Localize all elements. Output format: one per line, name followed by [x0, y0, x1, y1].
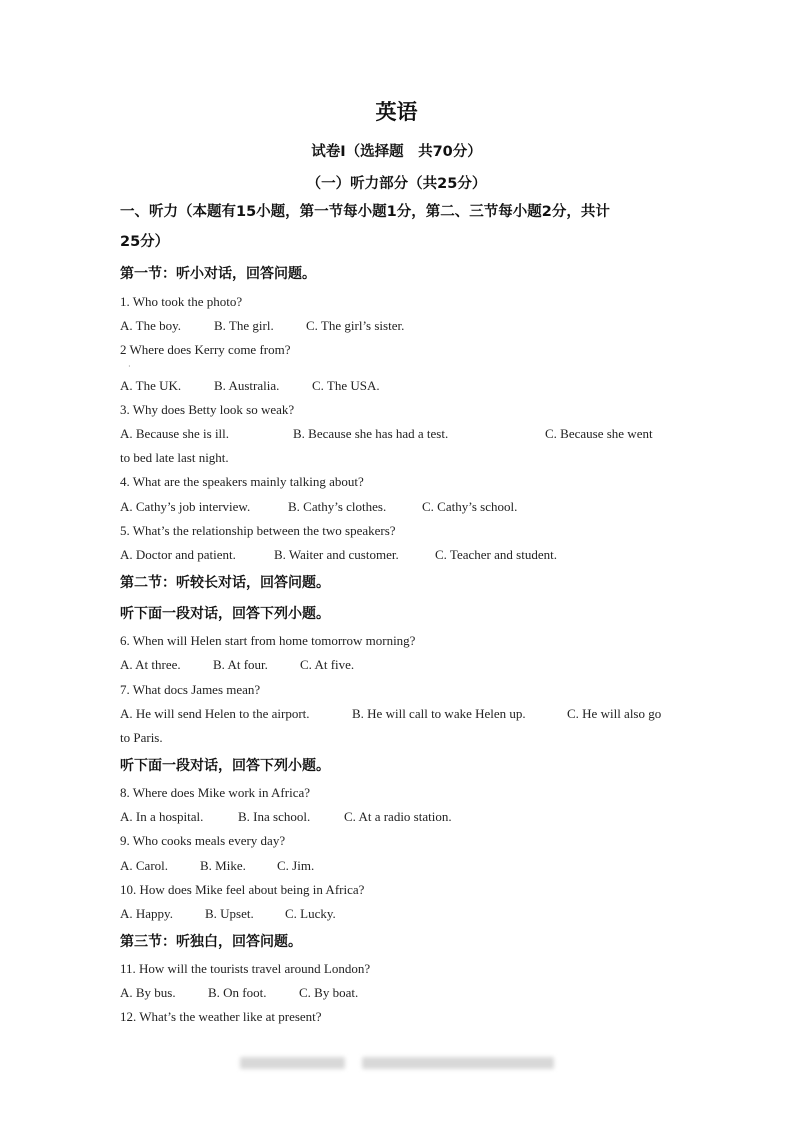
q3-option-b: B. Because she has had a test.: [293, 426, 449, 441]
q10-option-b: B. Upset.: [205, 906, 254, 921]
question-4: 4. What are the speakers mainly talking about?: [120, 474, 364, 489]
q4-option-c: C. Cathy’s school.: [422, 499, 518, 514]
q6-option-c: C. At five.: [300, 657, 355, 672]
q3-option-c-continued: to bed late last night.: [120, 450, 229, 465]
dialogue-heading-a: 听下面一段对话，回答下列小题。: [120, 606, 330, 622]
question-12: 12. What’s the weather like at present?: [120, 1009, 322, 1024]
q2-option-b: B. Australia.: [214, 378, 280, 393]
question-11: 11. How will the tourists travel around London?: [120, 961, 371, 976]
q7-option-c-continued: to Paris.: [120, 730, 163, 745]
q7-option-b: B. He will call to wake Helen up.: [352, 706, 526, 721]
q10-option-a: A. Happy.: [120, 906, 173, 921]
q3-option-c: C. Because she went: [545, 426, 653, 441]
q5-option-b: B. Waiter and customer.: [274, 547, 399, 562]
question-10: 10. How does Mike feel about being in Africa?: [120, 882, 365, 897]
question-3: 3. Why does Betty look so weak?: [120, 402, 295, 417]
question-8: 8. Where does Mike work in Africa?: [120, 785, 311, 800]
question-7: 7. What docs James mean?: [120, 682, 261, 697]
q8-option-b: B. Ina school.: [238, 809, 311, 824]
question-2: 2 Where does Kerry come from?: [120, 342, 291, 357]
q6-option-b: B. At four.: [213, 657, 268, 672]
q2-option-c: C. The USA.: [312, 378, 380, 393]
q7-option-c: C. He will also go: [567, 706, 662, 721]
part3-heading: 第三节：听独白，回答问题。: [120, 934, 302, 950]
listening-part-heading: （一）听力部分（共25分）: [306, 176, 487, 192]
question-6: 6. When will Helen start from home tomorrow morning?: [120, 633, 416, 648]
q6-option-a: A. At three.: [120, 657, 181, 672]
q10-option-c: C. Lucky.: [285, 906, 336, 921]
q5-option-c: C. Teacher and student.: [435, 547, 557, 562]
q11-option-a: A. By bus.: [120, 985, 176, 1000]
stray-mark: ·: [128, 362, 131, 371]
part2-heading: 第二节：听较长对话，回答问题。: [120, 575, 330, 591]
question-5: 5. What’s the relationship between the two speakers?: [120, 523, 396, 538]
q11-option-b: B. On foot.: [208, 985, 267, 1000]
q1-option-c: C. The girl’s sister.: [306, 318, 405, 333]
part1-heading: 第一节：听小对话，回答问题。: [120, 266, 316, 282]
q5-option-a: A. Doctor and patient.: [120, 547, 236, 562]
section-one-heading: [120, 197, 680, 257]
paper-section-heading: 试卷Ⅰ（选择题 共70分）: [311, 144, 482, 160]
q4-option-b: B. Cathy’s clothes.: [288, 499, 387, 514]
q1-option-a: A. The boy.: [120, 318, 182, 333]
footer-watermark-left: [240, 1057, 345, 1069]
q2-option-a: A. The UK.: [120, 378, 182, 393]
footer-watermark-right: [362, 1057, 554, 1069]
q1-option-b: B. The girl.: [214, 318, 274, 333]
question-9: 9. Who cooks meals every day?: [120, 833, 286, 848]
question-1: 1. Who took the photo?: [120, 294, 243, 309]
q11-option-c: C. By boat.: [299, 985, 359, 1000]
q3-option-a: A. Because she is ill.: [120, 426, 230, 441]
q9-option-c: C. Jim.: [277, 858, 315, 873]
q9-option-a: A. Carol.: [120, 858, 169, 873]
q8-option-a: A. In a hospital.: [120, 809, 204, 824]
section-one-line1: 一、听力（本题有15小题，第一节每小题1分，第二、三节每小题2分，共计: [120, 204, 610, 220]
q9-option-b: B. Mike.: [200, 858, 246, 873]
dialogue-heading-b: 听下面一段对话，回答下列小题。: [120, 758, 330, 774]
section-one-line2: 25分）: [120, 234, 170, 250]
q4-option-a: A. Cathy’s job interview.: [120, 499, 251, 514]
q8-option-c: C. At a radio station.: [344, 809, 452, 824]
page-title: 英语: [375, 100, 418, 124]
q7-option-a: A. He will send Helen to the airport.: [120, 706, 310, 721]
